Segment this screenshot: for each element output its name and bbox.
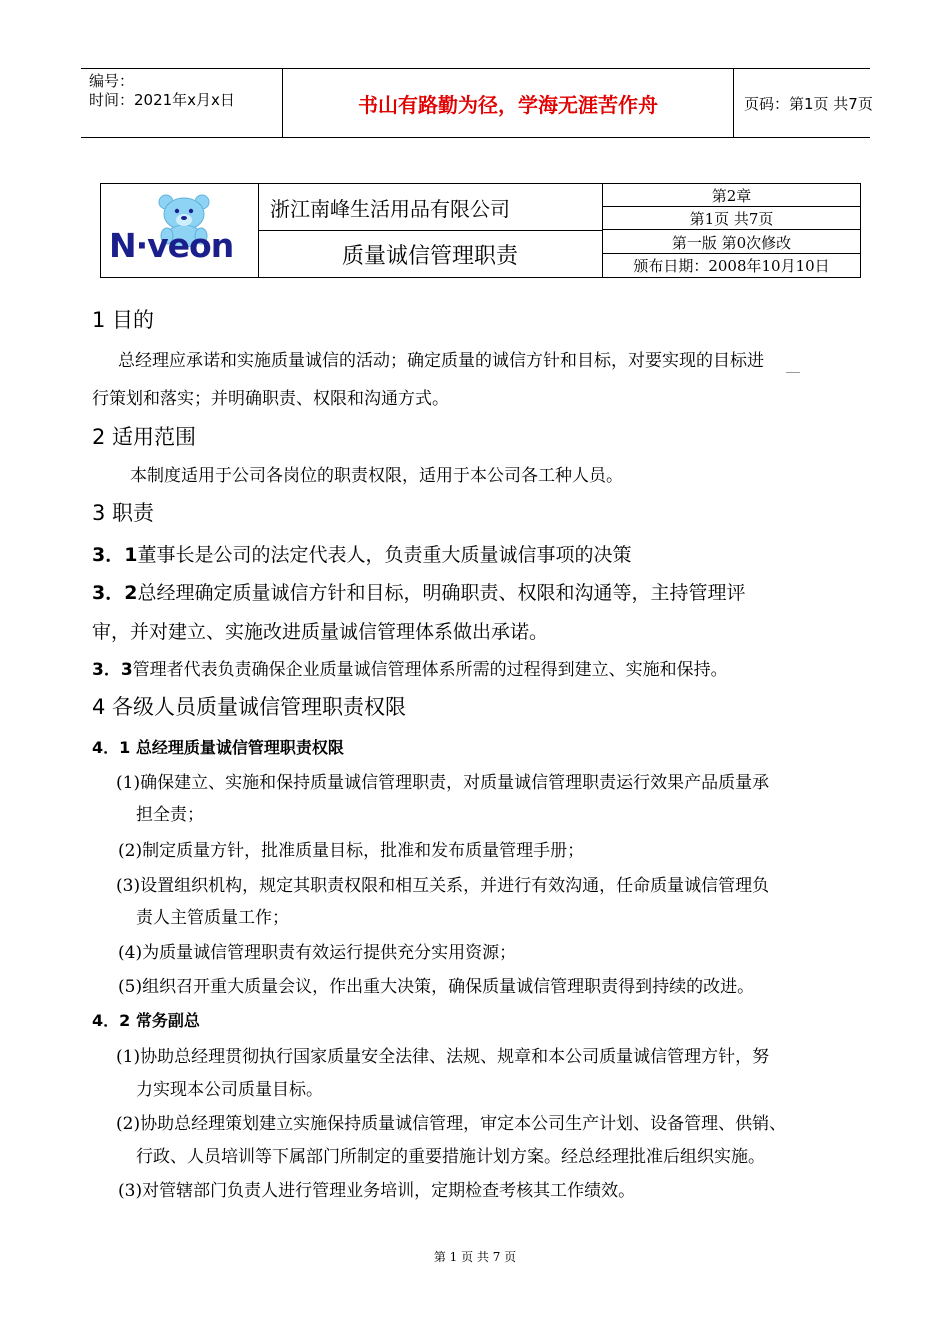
section-1-line-2: 行策划和落实；并明确职责、权限和沟通方式。 — [92, 389, 449, 409]
section-3-3 — [92, 655, 728, 680]
chapter-cell: 第2章 — [603, 184, 860, 207]
section-4-heading: 4 各级人员质量诚信管理职责权限 — [92, 695, 407, 719]
section-3-2-cont: 审，并对建立、实施改进质量诚信管理体系做出承诺。 — [92, 621, 549, 643]
header-number: 编号： — [89, 72, 135, 90]
page-footer: 第 1 页 共 7 页 — [433, 1250, 517, 1264]
section-3-2 — [92, 578, 745, 605]
version-cell: 第一版 第0次修改 — [603, 231, 860, 254]
section-1-line-1: 总经理应承诺和实施质量诚信的活动；确定质量的诚信方针和目标，对要实现的目标进 — [118, 351, 764, 371]
section-3-3-number: 3．3 — [92, 660, 133, 680]
section-3-1-text: 董事长是公司的法定代表人，负责重大质量诚信事项的决策 — [137, 544, 632, 566]
company-logo — [101, 184, 259, 277]
section-2-heading: 2 适用范围 — [92, 425, 197, 449]
list-item: (4)为质量诚信管理职责有效运行提供充分实用资源； — [118, 943, 517, 963]
list-item: (3)对管辖部门负责人进行管理业务培训，定期检查考核其工作绩效。 — [118, 1181, 636, 1201]
list-item: (2)协助总经理策划建立实施保持质量诚信管理，审定本公司生产计划、设备管理、供销、 — [116, 1114, 787, 1134]
section-3-2-number: 3．2 — [92, 582, 138, 604]
section-3-heading: 3 职责 — [92, 501, 155, 525]
page-header — [81, 68, 873, 138]
document-info-table — [100, 183, 861, 278]
list-item: (1)协助总经理贯彻执行国家质量安全法律、法规、规章和本公司质量诚信管理方针，努 — [116, 1047, 770, 1067]
list-item: 力实现本公司质量目标。 — [136, 1080, 323, 1100]
section-3-2-text: 总经理确定质量诚信方针和目标，明确职责、权限和沟通等，主持管理评 — [137, 582, 746, 604]
document-title: 质量诚信管理职责 — [258, 231, 603, 277]
section-4-2-heading: 4．2 常务副总 — [92, 1011, 200, 1030]
header-time: 时间：2021年x月x日 — [89, 91, 235, 109]
list-item: (1)确保建立、实施和保持质量诚信管理职责，对质量诚信管理职责运行效果产品质量承 — [116, 773, 770, 793]
section-3-1-number: 3．1 — [92, 544, 138, 566]
section-3-1 — [92, 540, 631, 567]
section-2-line-1: 本制度适用于公司各岗位的职责权限，适用于本公司各工种人员。 — [130, 466, 623, 486]
section-1-heading: 1 目的 — [92, 308, 155, 332]
header-page-info: 页码：第1页 共7页 — [744, 94, 873, 113]
section-4-1-heading: 4．1 总经理质量诚信管理职责权限 — [92, 738, 344, 757]
list-item: (5)组织召开重大质量会议，作出重大决策，确保质量诚信管理职责得到持续的改进。 — [118, 977, 755, 997]
list-item: (2)制定质量方针，批准质量目标，批准和发布质量管理手册； — [118, 841, 585, 861]
list-item: 行政、人员培训等下属部门所制定的重要措施计划方案。经总经理批准后组织实施。 — [136, 1147, 765, 1167]
header-motto: 书山有路勤为径，学海无涯苦作舟 — [282, 69, 734, 137]
section-3-3-text: 管理者代表负责确保企业质量诚信管理体系所需的过程得到建立、实施和保持。 — [132, 660, 728, 680]
divider-mark — [786, 372, 800, 373]
header-meta — [81, 69, 282, 137]
company-name: 浙江南峰生活用品有限公司 — [258, 184, 603, 231]
list-item: 担全责； — [136, 805, 204, 825]
release-date-cell: 颁布日期：2008年10月10日 — [633, 257, 830, 275]
page-cell: 第1页 共7页 — [603, 207, 860, 230]
logo-text: N·veon — [109, 226, 234, 265]
list-item: 责人主管质量工作； — [136, 908, 289, 928]
list-item: (3)设置组织机构，规定其职责权限和相互关系，并进行有效沟通，任命质量诚信管理负 — [116, 876, 770, 896]
